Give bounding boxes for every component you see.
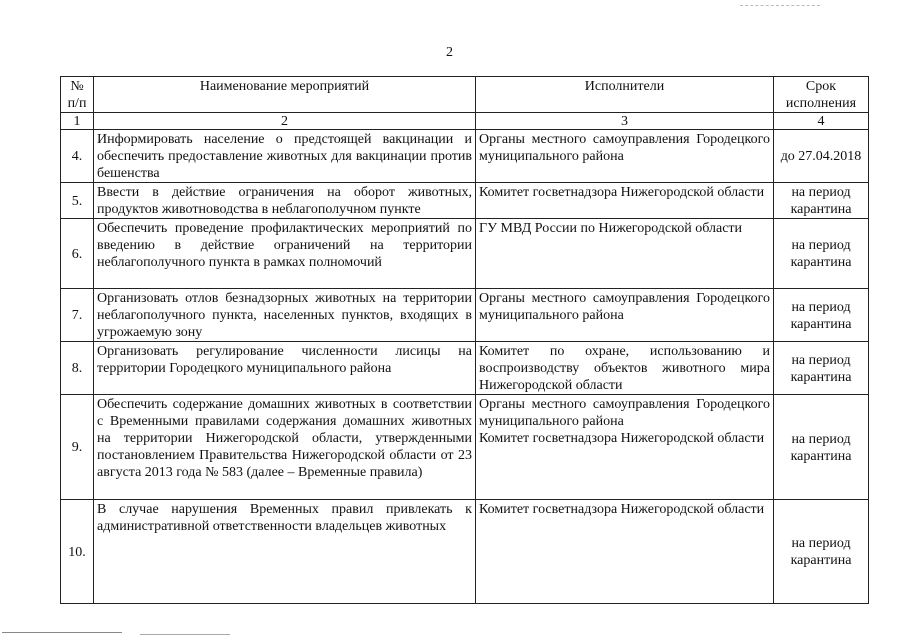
row-number: 9. bbox=[61, 395, 94, 500]
term: на период карантина bbox=[774, 342, 869, 395]
table-row bbox=[61, 130, 869, 183]
row-number: 8. bbox=[61, 342, 94, 395]
measure-name: Ввести в действие ограничения на оборот животных, продуктов животноводства в неблагополучном пункте bbox=[94, 183, 476, 219]
column-index-row bbox=[61, 113, 869, 130]
column-index: 2 bbox=[94, 113, 476, 130]
measure-name: В случае нарушения Временных правил привлекать к административной ответственности владельцев животных bbox=[94, 500, 476, 604]
column-index: 4 bbox=[774, 113, 869, 130]
term: до 27.04.2018 bbox=[774, 130, 869, 183]
table-header-row bbox=[61, 77, 869, 113]
row-number: 5. bbox=[61, 183, 94, 219]
table-row bbox=[61, 342, 869, 395]
table-row bbox=[61, 289, 869, 342]
measure-name: Информировать население о предстоящей вакцинации и обеспечить предоставление животных для вакцинации против бешенства bbox=[94, 130, 476, 183]
table-row bbox=[61, 395, 869, 500]
measure-name: Обеспечить содержание домашних животных в соответствии с Временными правилами содержания домашних животных на территории Нижегородской области, утвержденными постановлением Правительства Нижегородской области от 23 августа 2013 года № 583 (далее – Временные правила) bbox=[94, 395, 476, 500]
row-number: 6. bbox=[61, 219, 94, 289]
row-number: 7. bbox=[61, 289, 94, 342]
scan-artifact-bottom bbox=[2, 632, 122, 633]
executor: Органы местного самоуправления Городецкого муниципального района bbox=[479, 397, 770, 429]
measure-name: Обеспечить проведение профилактических мероприятий по введению в действие ограничений на территории неблагополучного пункта в рамках полномочий bbox=[94, 219, 476, 289]
executors-cell bbox=[476, 395, 774, 500]
header-num: № п/п bbox=[61, 77, 94, 113]
table-row bbox=[61, 500, 869, 604]
executor: Комитет госветнадзора Нижегородской области bbox=[476, 500, 774, 604]
executor: ГУ МВД России по Нижегородской области bbox=[476, 219, 774, 289]
executor: Комитет госветнадзора Нижегородской области bbox=[476, 183, 774, 219]
term: на период карантина bbox=[774, 395, 869, 500]
term: на период карантина bbox=[774, 500, 869, 604]
row-number: 10. bbox=[61, 500, 94, 604]
executor: Комитет по охране, использованию и воспроизводству объектов животного мира Нижегородской области bbox=[476, 342, 774, 395]
table-row bbox=[61, 219, 869, 289]
row-number: 4. bbox=[61, 130, 94, 183]
scan-artifact-top bbox=[740, 5, 820, 6]
term: на период карантина bbox=[774, 183, 869, 219]
measures-table bbox=[60, 76, 869, 604]
header-name: Наименование мероприятий bbox=[94, 77, 476, 113]
measure-name: Организовать регулирование численности лисицы на территории Городецкого муниципального района bbox=[94, 342, 476, 395]
column-index: 1 bbox=[61, 113, 94, 130]
term: на период карантина bbox=[774, 219, 869, 289]
scan-artifact-bottom bbox=[140, 634, 230, 635]
executor: Органы местного самоуправления Городецкого муниципального района bbox=[476, 289, 774, 342]
executor: Комитет госветнадзора Нижегородской области bbox=[479, 431, 765, 446]
table-row bbox=[61, 183, 869, 219]
page-number: 2 bbox=[446, 45, 453, 60]
column-index: 3 bbox=[476, 113, 774, 130]
header-executors: Исполнители bbox=[476, 77, 774, 113]
header-term: Срок исполнения bbox=[774, 77, 869, 113]
executor: Органы местного самоуправления Городецкого муниципального района bbox=[476, 130, 774, 183]
term: на период карантина bbox=[774, 289, 869, 342]
measure-name: Организовать отлов безнадзорных животных на территории неблагополучного пункта, населенных пунктов, входящих в угрожаемую зону bbox=[94, 289, 476, 342]
